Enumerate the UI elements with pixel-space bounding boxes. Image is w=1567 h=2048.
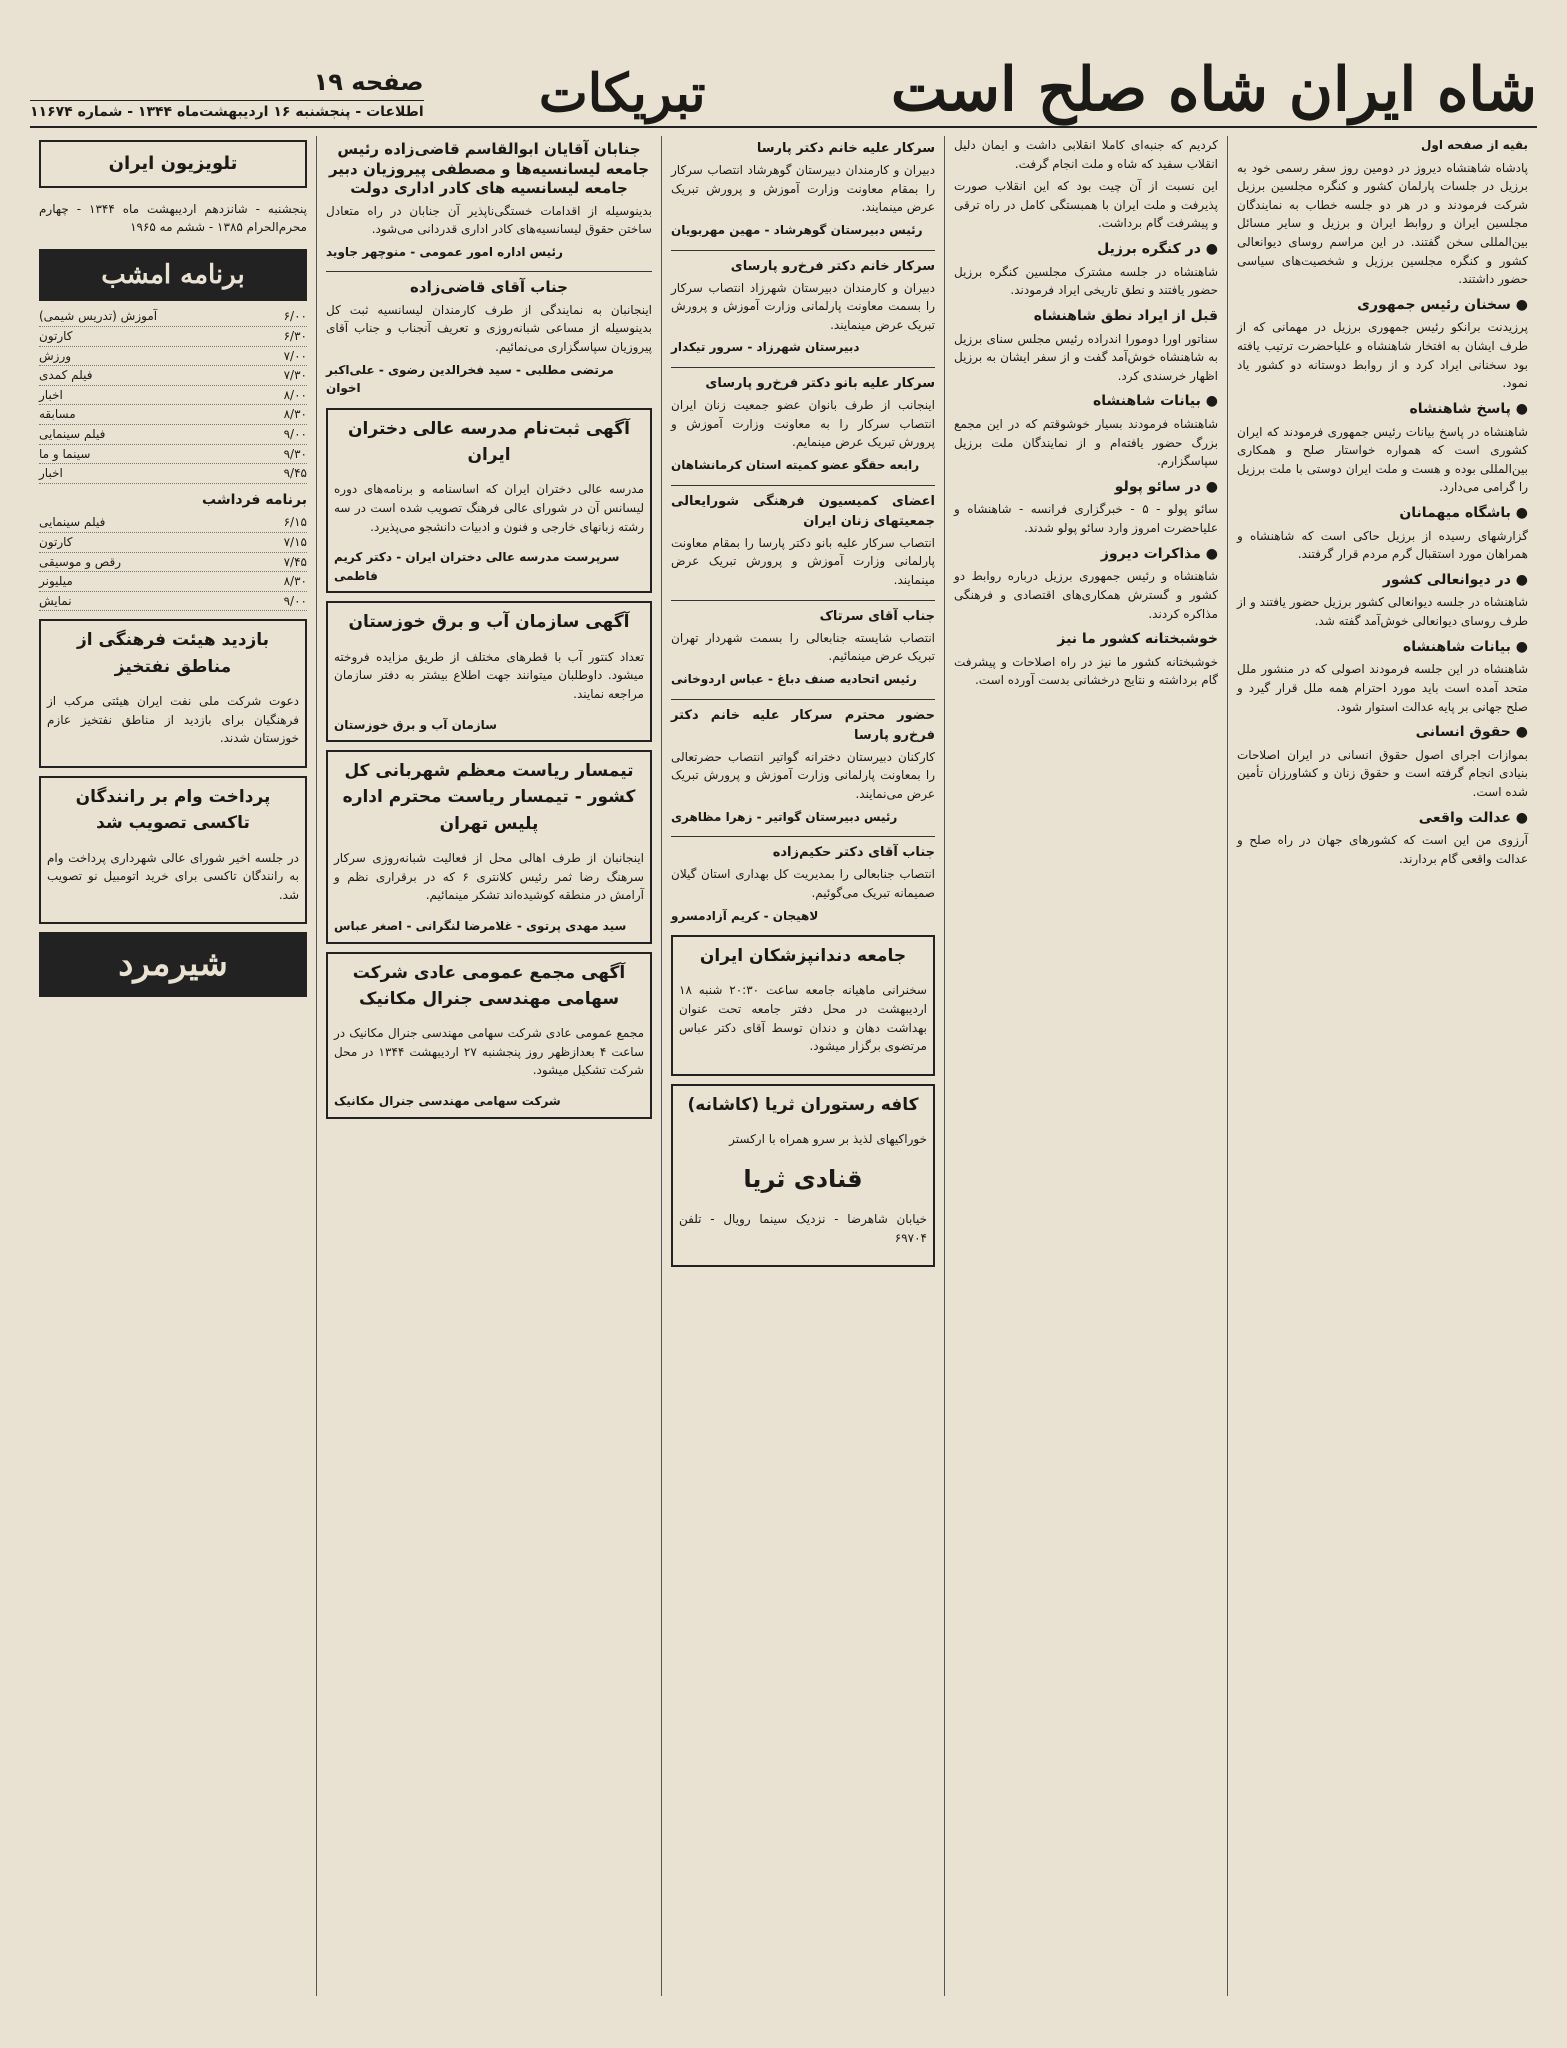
subhead: ● بیانات شاهنشاه	[954, 391, 1218, 413]
divider	[671, 699, 935, 700]
greeting-item	[671, 843, 935, 925]
subhead: ● حقوق انسانی	[1237, 722, 1528, 744]
continued-label: بقیه از صفحه اول	[1420, 138, 1528, 152]
divider	[671, 250, 935, 251]
schedule-row	[39, 533, 307, 553]
schedule-label: کارتون	[39, 328, 73, 343]
divider	[671, 600, 935, 601]
schedule-label: مسابقه	[39, 407, 76, 422]
subhead: ● در کنگره برزیل	[954, 239, 1218, 261]
paragraph: شاهنشاه در جلسه دیوانعالی کشور برزیل حضور یافتند و از طرف روسای دیوانعالی خوش‌آمد گفته شد.	[1237, 595, 1528, 629]
greeting-recipient: جناب آقای سرتاک	[819, 608, 935, 624]
greeting-item	[671, 607, 935, 689]
paragraph: خوشبختانه کشور ما نیز در راه اصلاحات و پیشرفت گام برداشته و نتایج درخشانی بدست آورده است.	[954, 654, 1218, 688]
masthead	[30, 34, 1537, 128]
paragraph: سناتور اورا دومورا اندراده رئیس مجلس سنای برزیل به شاهنشاه خوش‌آمد گفت و از سفر ایشان به برزیل اظهار خرسندی کرد.	[954, 331, 1218, 383]
greeting-item	[671, 492, 935, 590]
greeting-text: انتصاب جنابعالی را بمدیریت کل بهداری استان گیلان صمیمانه تبریک می‌گوئیم.	[671, 867, 935, 900]
issue-line: اطلاعات - پنجشنبه ۱۶ اردیبهشت‌ماه ۱۳۴۴ - شماره ۱۱۶۷۴	[30, 100, 424, 120]
schedule-time: ۷/۱۵	[283, 535, 307, 549]
notice-title: آگهی مجمع عمومی عادی شرکت سهامی مهندسی جنرال مکانیک	[352, 962, 626, 1009]
schedule-label: سینما و ما	[39, 446, 91, 461]
notice-title: آگهی سازمان آب و برق خوزستان	[348, 612, 630, 633]
schedule-time: ۹/۴۵	[283, 466, 307, 481]
advert-subtitle: قنادی ثریا	[743, 1164, 863, 1193]
paragraph: کردیم که جنبه‌ای کاملا انقلابی داشت و ایمان دلیل انقلاب سفید که شاه و ملت انجام گرفت.	[954, 138, 1218, 171]
notice-text: تعداد کنتور آب با قطرهای مختلف از طریق مزایده فروخته میشود. داوطلبان میتوانند جهت اطلاع بیشتر به دفتر سازمان مراجعه نمایند.	[334, 649, 644, 701]
greeting-text: اینجانب از طرف بانوان عضو جمعیت زنان ایران انتصاب سرکار را به معاونت وزارت آموزش و پرورش تبریک عرض مینمایم.	[671, 398, 935, 450]
notice	[326, 278, 652, 397]
greeting-signature: لاهیجان - کریم آزادمسرو	[671, 908, 819, 923]
schedule-label: فیلم کمدی	[39, 368, 93, 383]
divider	[326, 271, 652, 272]
tv-schedule	[39, 513, 307, 611]
subhead: ● در سائو پولو	[954, 477, 1218, 499]
schedule-label: فیلم سینمایی	[39, 426, 106, 441]
schedule-row	[39, 386, 307, 406]
news-text: در جلسه اخیر شورای عالی شهرداری پرداخت وام به رانندگان تاکسی برای خرید اتومبیل نو تصویب شد.	[47, 850, 299, 902]
greeting-text: کارکنان دبیرستان دخترانه گواتیر انتصاب حضرتعالی را بمعاونت پارلمانی وزارت آموزش و پرورش تبریک عرض می‌نمایند.	[671, 749, 935, 801]
greeting-item	[671, 374, 935, 475]
tv-date-line: پنجشنبه - شانزدهم اردیبهشت ماه ۱۳۴۴ - چهارم محرم‌الحرام ۱۳۸۵ - ششم مه ۱۹۶۵	[39, 201, 307, 235]
greeting-recipient: اعضای کمیسیون فرهنگی شورایعالی جمعیتهای زنان ایران	[671, 493, 935, 529]
notice-title: آگهی ثبت‌نام مدرسه عالی دختران ایران	[348, 418, 630, 466]
greeting-recipient: حضور محترم سرکار علیه خانم دکتر فرخ‌رو پارسا	[671, 707, 935, 743]
subhead: ● پاسخ شاهنشاه	[1237, 399, 1528, 421]
schedule-time: ۷/۰۰	[283, 348, 307, 363]
dental-association-notice	[671, 935, 935, 1076]
greetings-headline: تبریکات	[538, 63, 706, 124]
schedule-time: ۹/۳۰	[283, 446, 307, 461]
divider	[671, 485, 935, 486]
greeting-recipient: سرکار علیه خانم دکتر پارسا	[756, 141, 935, 156]
schedule-row	[39, 327, 307, 347]
notice-signature: شرکت سهامی مهندسی جنرال مکانیک	[334, 1094, 561, 1108]
notice	[326, 952, 652, 1119]
main-article	[1237, 136, 1528, 868]
subhead: ● بیانات شاهنشاه	[1237, 637, 1528, 659]
news-brief	[39, 776, 307, 924]
greeting-signature: دبیرستان شهرزاد - سرور تیکدار	[671, 340, 860, 355]
notice-text: بدینوسیله از اقدامات خستگی‌ناپذیر آن جنابان در راه متعادل ساختن حقوق لیسانسیه‌های کادر اداری قدردانی می‌شود.	[326, 203, 652, 237]
greeting-recipient: سرکار علیه بانو دکتر فرخ‌رو پارسای	[705, 376, 935, 392]
paragraph: گزارشهای رسیده از برزیل حاکی است که شاهنشاه و همراهان مورد استقبال گرم مردم قرار گرفتند.	[1237, 528, 1528, 562]
schedule-row	[39, 445, 307, 465]
greeting-text: دبیران و کارمندان دبیرستان شهرزاد انتصاب سرکار را بسمت معاونت پارلمانی وزارت آموزش و پرورش تبریک عرض مینمایند.	[671, 280, 935, 332]
schedule-label: نمایش	[39, 593, 72, 608]
notice-title: جامعه دندانپزشکان ایران	[699, 946, 907, 967]
greeting-recipient: جناب آقای دکتر حکیم‌زاده	[772, 845, 935, 861]
notice-signature: رئیس اداره امور عمومی - منوچهر جاوید	[326, 244, 563, 259]
schedule-row	[39, 553, 307, 573]
greeting-recipient: سرکار خانم دکتر فرخ‌رو پارسای	[730, 258, 935, 274]
schedule-row	[39, 307, 307, 327]
schedule-row	[39, 592, 307, 612]
subhead: ● سخنان رئیس جمهوری	[1237, 295, 1528, 317]
columns	[30, 136, 1537, 1996]
main-headline: شاه ایران شاه صلح است	[890, 55, 1537, 125]
notice-signature: سید مهدی پرتوی - غلامرضا لنگرانی - اصغر عباس	[334, 918, 627, 933]
schedule-label: فیلم سینمایی	[39, 515, 106, 530]
schedule-row	[39, 425, 307, 445]
schedule-row	[39, 572, 307, 592]
notice-title: جنابان آقایان ابوالقاسم قاضی‌زاده رئیس جامعه لیسانسیه‌ها و مصطفی پیروزیان دبیر جامعه لیسانسیه های کادر اداری دولت	[328, 140, 650, 197]
paragraph: این نسبت از آن چیت بود که این انقلاب صورت پذیرفت و ملت ایران با همبستگی کامل در راه ترقی و پیشرفت گام برداشت.	[954, 179, 1218, 231]
greeting-text: انتصاب شایسته جنابعالی را بسمت شهردار تهران تبریک عرض مینمائیم.	[671, 630, 935, 664]
greetings-column	[661, 136, 944, 1996]
paragraph: شاهنشاه در این جلسه فرمودند اصولی که در منشور ملل متحد آمده است باید مورد احترام همه ملل قرار گیرد و صلح جهانی بر پایه عدالت استوار شود.	[1237, 662, 1528, 714]
paragraph: شاهنشاه و رئیس جمهوری برزیل درباره روابط دو کشور و گسترش همکاری‌های اقتصادی و فرهنگی مذاکره کردند.	[954, 569, 1218, 621]
schedule-time: ۶/۳۰	[283, 328, 307, 343]
greeting-signature: رئیس دبیرستان گوهرشاد - مهین مهربویان	[671, 222, 923, 237]
schedule-row	[39, 347, 307, 367]
paragraph: شاهنشاه در پاسخ بیانات رئیس جمهوری فرمودند که ایران کشوری است که همواره خواستار صلح و همکاری بین‌المللی بوده و هست و ملت ایران دوستی با ملت برزیل را گرامی می‌دارد.	[1237, 424, 1528, 495]
main-article-column	[1227, 136, 1537, 1996]
greeting-item	[671, 706, 935, 827]
page-number: صفحه ۱۹	[313, 68, 424, 96]
schedule-row	[39, 366, 307, 386]
subhead: خوشبختانه کشور ما نیز	[1057, 631, 1218, 648]
greeting-signature: رابعه حقگو عضو کمیته استان کرمانشاهان	[671, 457, 920, 472]
subhead: ● در دیوانعالی کشور	[1237, 570, 1528, 592]
schedule-label: ورزش	[39, 348, 72, 363]
subhead: ● مذاکرات دیروز	[954, 544, 1218, 566]
greeting-text: دبیران و کارمندان دبیرستان گوهرشاد انتصاب سرکار را بمقام معاونت وزارت آموزش و پرورش تبریک عرض مینمایند.	[671, 163, 935, 215]
notices-column	[316, 136, 661, 1996]
paragraph: بموازات اجرای اصول حقوق انسانی در ایران اصلاحات بنیادی انجام گرفته است و حقوق زنان و کشاورزان تأمین شده است.	[1237, 747, 1528, 799]
main-article-continued	[954, 136, 1218, 690]
divider	[671, 367, 935, 368]
news-title: پرداخت وام بر رانندگان تاکسی تصویب شد	[75, 786, 271, 834]
greeting-signature: رئیس دبیرستان گواتیر - زهرا مظاهری	[671, 809, 898, 824]
notice-title: تیمسار ریاست معظم شهربانی کل کشور - تیمسار ریاست محترم اداره پلیس تهران	[342, 761, 636, 834]
notice-signature: سازمان آب و برق خوزستان	[334, 717, 497, 732]
schedule-row	[39, 464, 307, 484]
subhead: ● عدالت واقعی	[1237, 808, 1528, 830]
schedule-label: آموزش (تدریس شیمی)	[39, 309, 158, 324]
notice-text: مجمع عمومی عادی شرکت سهامی مهندسی جنرال مکانیک در ساعت ۴ بعدازظهر روز پنجشنبه ۲۷ اردیبهشت ۱۳۴۴ در محل شرکت تشکیل میشود.	[334, 1026, 645, 1078]
notice-signature: سرپرست مدرسه عالی دختران ایران - دکتر کریم فاطمی	[334, 550, 620, 583]
divider	[671, 836, 935, 837]
advert-text: خوراکیهای لذیذ بر سرو همراه با ارکستر	[729, 1132, 927, 1147]
paragraph: سائو پولو - ۵ - خبرگزاری فرانسه - شاهنشاه و علیاحضرت امروز وارد سائو پولو شدند.	[954, 502, 1219, 536]
notice-text: اینجانبان به نمایندگی از طرف کارمندان لیسانسیه ثبت کل بدینوسیله از مساعی شبانه‌روزی و تعریف آنجناب و جناب آقای پیروزیان سپاسگزاری می‌نمائیم.	[326, 302, 652, 354]
schedule-time: ۹/۰۰	[283, 593, 307, 608]
subhead: قبل از ایراد نطق شاهنشاه	[1033, 307, 1218, 324]
notice-text: اینجانبان از طرف اهالی محل از فعالیت شبانه‌روزی سرکار سرهنگ رضا ثمر رئیس کلانتری ۶ که در برقراری نظم و آرامش در منطقه کوشیده‌اند تشکر مینمائیم.	[334, 851, 644, 903]
advert-logo: شیرمرد	[39, 932, 307, 997]
notice	[326, 140, 652, 261]
greeting-item	[671, 139, 935, 240]
advert-title: کافه رستوران ثریا (کاشانه)	[687, 1094, 919, 1115]
notice-signature: مرتضی مطلبی - سید فخرالدین رضوی - علی‌اکبر اخوان	[326, 362, 614, 396]
schedule-time: ۶/۰۰	[283, 309, 307, 324]
advert-address: خیابان شاهرضا - نزدیک سینما رویال - تلفن ۶۹۷۰۴	[679, 1211, 927, 1245]
greeting-text: انتصاب سرکار علیه بانو دکتر پارسا را بمقام معاونت پارلمانی وزارت آموزش و پرورش تبریک عرض مینمایند.	[671, 535, 935, 588]
program-title: برنامه امشب	[39, 249, 307, 301]
news-brief	[39, 619, 307, 767]
schedule-time: ۸/۰۰	[283, 387, 307, 402]
paragraph: شاهنشاه فرمودند بسیار خوشوقتم که در این مجمع بزرگ حضور یافته‌ام و از نمایندگان ملت برزیل سپاسگزارم.	[954, 417, 1218, 469]
folio	[30, 68, 424, 120]
notice	[326, 601, 652, 742]
schedule-time: ۶/۱۵	[283, 515, 307, 530]
news-title: بازدید هیئت فرهنگی از مناطق نفتخیز	[76, 630, 270, 677]
program-title: برنامه فرداشب	[202, 491, 307, 508]
schedule-label: میلیونر	[39, 574, 73, 589]
schedule-time: ۷/۴۵	[283, 554, 307, 569]
main-article-continued-column	[944, 136, 1227, 1996]
schedule-time: ۸/۳۰	[283, 574, 307, 589]
notice	[326, 750, 652, 943]
tv-column	[30, 136, 316, 1996]
news-text: دعوت شرکت ملی نفت ایران هیئتی مرکب از فرهنگیان برای بازدید از مناطق نفتخیز عازم خوزستان شدند.	[47, 694, 299, 746]
greeting-signature: رئیس اتحادیه صنف دباغ - عباس اردوخانی	[671, 671, 917, 686]
schedule-label: اخبار	[39, 387, 63, 402]
notice-title: جناب آقای قاضی‌زاده	[410, 278, 568, 297]
greeting-item	[671, 257, 935, 358]
subhead: ● باشگاه میهمانان	[1237, 503, 1528, 525]
schedule-time: ۸/۳۰	[283, 407, 307, 422]
schedule-row	[39, 513, 307, 533]
cafe-advert	[671, 1084, 935, 1267]
schedule-time: ۷/۳۰	[283, 368, 307, 383]
notice-text: سخنرانی ماهیانه جامعه ساعت ۲۰:۳۰ شنبه ۱۸ اردیبهشت در محل دفتر جامعه تحت عنوان بهداشت دهان و دندان توسط آقای دکتر عباس مرتضوی برگزار میشود.	[679, 983, 927, 1054]
tv-schedule	[39, 307, 307, 483]
main-intro: پادشاه شاهنشاه دیروز در دومین روز سفر رسمی خود به برزیل در جلسات پارلمان کشور و کنگره مجلسین برزیل شرکت فرمودند و در هر دو جلسه خطاب به نمایندگان مجلسین ایران و روابط ایران و برزیل و سایر مسائل بین‌المللی سخن گفتند. در این مراسم روسای دیوانعالی کشور و کنگره مجلسین برزیل و شخصیت‌های سیاسی حضور داشتند.	[1237, 160, 1528, 287]
notice	[326, 408, 652, 594]
schedule-row	[39, 405, 307, 425]
notice-text: مدرسه عالی دختران ایران که اساسنامه و برنامه‌های دوره لیسانس آن در شورای عالی فرهنگ تصویب شده است در سه رشته زبانهای خارجی و فنون و ادبیات دانشجو می‌پذیرد.	[334, 482, 644, 534]
schedule-label: اخبار	[39, 466, 63, 481]
schedule-label: کارتون	[39, 535, 73, 549]
paragraph: شاهنشاه در جلسه مشترک مجلسین کنگره برزیل حضور یافتند و نطق تاریخی ایراد فرمودند.	[954, 264, 1218, 298]
paragraph: آرزوی من این است که کشورهای جهان در راه صلح و عدالت واقعی گام بردارند.	[1237, 833, 1528, 866]
schedule-label: رقص و موسیقی	[39, 554, 122, 569]
schedule-time: ۹/۰۰	[283, 426, 307, 441]
paragraph: پرزیدنت برانکو رئیس جمهوری برزیل در مهمانی که از طرف ایشان به افتخار شاهنشاه و علیاحضرت ترتیب یافته بود سخنانی ایراد کرد و از روابط دوستانه دو کشور یاد نمود.	[1237, 320, 1528, 391]
tv-logo: تلویزیون ایران	[39, 140, 307, 188]
